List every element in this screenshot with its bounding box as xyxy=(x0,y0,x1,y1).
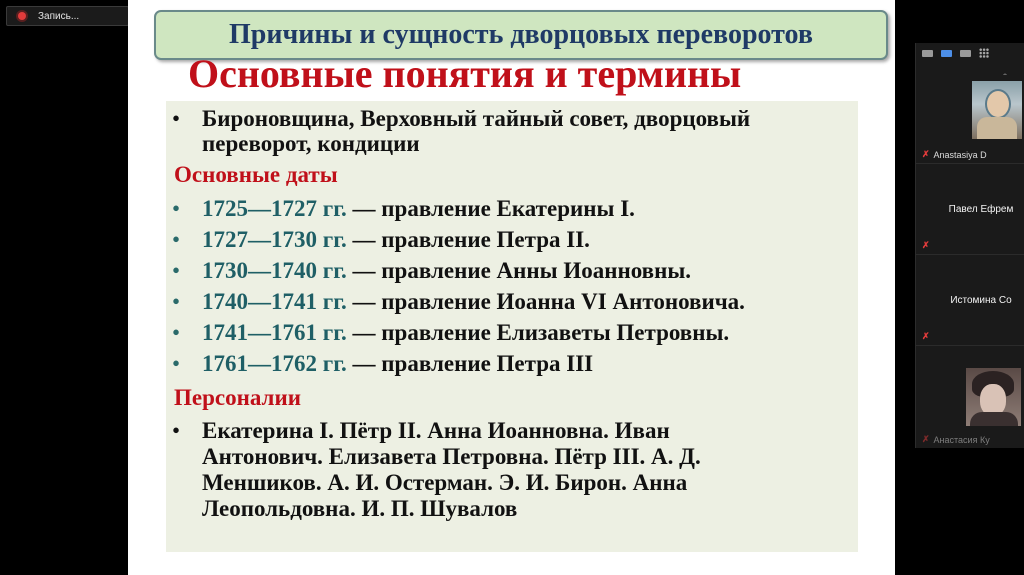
dates-heading: Основные даты xyxy=(174,162,338,187)
participants-panel xyxy=(915,43,1024,448)
bullet: • xyxy=(172,196,181,221)
participant-tile[interactable] xyxy=(916,255,1024,346)
participant-tile[interactable] xyxy=(916,164,1024,255)
muted-mic-icon: ✗ xyxy=(922,149,930,159)
recording-label: Запись... xyxy=(38,10,80,22)
grid-icon[interactable] xyxy=(979,48,989,58)
terms-line-2: переворот, кондиции xyxy=(202,131,420,156)
bullet: • xyxy=(172,418,181,443)
participant-label xyxy=(922,240,930,251)
persons-heading: Персоналии xyxy=(174,385,301,410)
bullet: • xyxy=(172,258,181,283)
slide-title: Причины и сущность дворцовых переворотов xyxy=(154,10,888,60)
muted-mic-icon: ✗ xyxy=(922,240,930,250)
date-desc: — правление Елизаветы Петровны. xyxy=(346,320,730,345)
participant-label xyxy=(922,434,990,445)
bullet: • xyxy=(172,106,181,131)
slide-content xyxy=(166,101,858,552)
bullet: • xyxy=(172,351,181,376)
record-icon xyxy=(18,12,26,20)
participant-avatar xyxy=(972,81,1022,139)
date-years: 1741—1761 гг. xyxy=(202,320,347,345)
date-desc: — правление Петра II. xyxy=(346,227,590,252)
date-years: 1725—1727 гг. xyxy=(202,196,347,221)
bullet: • xyxy=(172,227,181,252)
persons-line-4: Леопольдовна. И. П. Шувалов xyxy=(202,496,518,521)
date-desc: — правление Екатерины I. xyxy=(346,196,635,221)
date-desc: — правление Петра III xyxy=(346,351,594,376)
presentation-slide xyxy=(128,0,895,575)
participant-label xyxy=(922,331,930,342)
persons-line-1: Екатерина I. Пётр II. Анна Иоанновна. Иван xyxy=(202,418,670,443)
participant-avatar xyxy=(966,368,1021,426)
participant-name: Anastasiya D xyxy=(933,149,987,160)
muted-mic-icon: ✗ xyxy=(922,434,930,444)
terms-line-1: Бироновщина, Верховный тайный совет, дворцовый xyxy=(202,106,751,131)
persons-line-3: Меншиков. А. И. Остерман. Э. И. Бирон. Анна xyxy=(202,470,688,495)
persons-line-2: Антонович. Елизавета Петровна. Пётр III. А. Д. xyxy=(202,444,701,469)
date-years: 1740—1741 гг. xyxy=(202,289,347,314)
date-desc: — правление Иоанна VI Антоновича. xyxy=(346,289,745,314)
date-years: 1761—1762 гг. xyxy=(202,351,347,376)
bullet: • xyxy=(172,289,181,314)
date-desc: — правление Анны Иоанновны. xyxy=(346,258,692,283)
bullet: • xyxy=(172,320,181,345)
date-years: 1730—1740 гг. xyxy=(202,258,347,283)
speaker-view-icon[interactable] xyxy=(922,50,933,57)
date-years: 1727—1730 гг. xyxy=(202,227,347,252)
panel-toolbar xyxy=(916,43,1024,63)
participant-name: Павел Ефрем xyxy=(948,204,1014,215)
participant-label xyxy=(922,149,987,160)
muted-mic-icon: ✗ xyxy=(922,331,930,341)
slide-heading: Основные понятия и термины xyxy=(188,51,742,96)
strip-view-icon[interactable] xyxy=(941,50,952,57)
recording-indicator[interactable] xyxy=(6,6,129,26)
gallery-view-icon[interactable] xyxy=(960,50,971,57)
participant-name: Истомина Со xyxy=(950,295,1012,306)
participant-name: Анастасия Ку xyxy=(933,434,990,445)
